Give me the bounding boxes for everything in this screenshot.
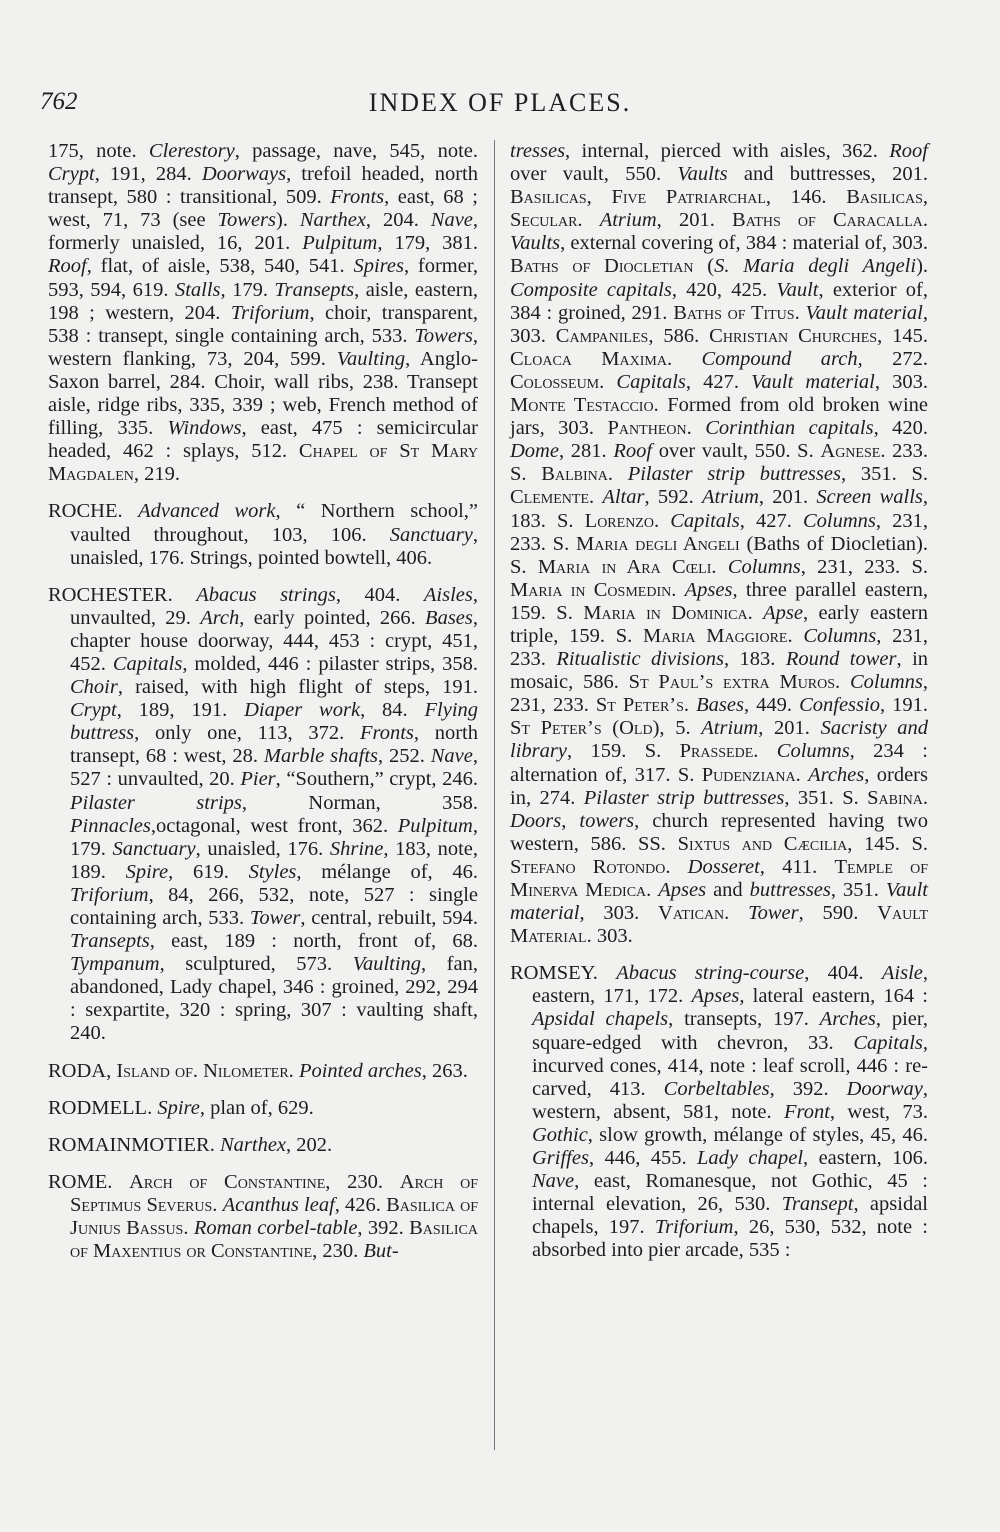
entry-text: , 392. bbox=[357, 1217, 410, 1240]
entry-text: , 303. bbox=[874, 370, 928, 393]
entry-text: ROCHESTER. bbox=[48, 583, 197, 606]
entry-smallcaps: Sabina. bbox=[867, 786, 929, 809]
left-column bbox=[48, 140, 478, 1277]
entry-subject: Fronts bbox=[359, 722, 414, 745]
index-entry-continued bbox=[48, 140, 478, 486]
entry-text: , east, 475 : semicircular headed, 462 : splays, 512. bbox=[48, 417, 478, 463]
entry-subject: Clerestory bbox=[148, 140, 235, 162]
entry-text: , raised, with high flight of steps, 191. bbox=[117, 676, 478, 699]
entry-subject: Roof bbox=[48, 255, 87, 278]
entry-text: , “ Northern school,” vaulted throughout, 103, 106. bbox=[70, 500, 478, 546]
entry-subject: Choir bbox=[70, 676, 118, 699]
entry-text: , 404. bbox=[804, 962, 882, 985]
index-entry-continued bbox=[510, 140, 928, 948]
entry-text: , 231, 233. S. bbox=[800, 555, 928, 578]
entry-text: , 590. bbox=[798, 902, 878, 925]
entry-text: , 351. S. bbox=[784, 786, 868, 809]
entry-smallcaps: Vatican. bbox=[658, 902, 749, 925]
entry-text: ROME. bbox=[48, 1170, 130, 1193]
entry-subject: Capitals bbox=[112, 652, 183, 675]
entry-text: , exterior of, 384 : groined, 291. bbox=[510, 278, 928, 324]
entry-text: , chapter house doorway, 444, 453 : crypt, 451, 452. bbox=[70, 606, 478, 675]
entry-smallcaps: Sixtus and Cæcilia bbox=[677, 832, 848, 855]
entry-text: , 231, 233. bbox=[510, 624, 928, 671]
entry-text: , lateral eastern, 164 : bbox=[739, 985, 929, 1008]
entry-subject: Doors bbox=[510, 809, 562, 832]
entry-text: , 191, 284. bbox=[94, 163, 202, 186]
entry-subject: Vaulting bbox=[352, 953, 422, 976]
entry-text: , 420, 425. bbox=[671, 278, 777, 301]
index-entry bbox=[48, 584, 478, 1046]
entry-smallcaps: Monte Testaccio. bbox=[510, 394, 659, 417]
entry-text: , formerly unaisled, 16, 201. bbox=[48, 209, 479, 255]
index-entry bbox=[510, 962, 928, 1262]
entry-smallcaps: Arch of Septimus Severus. bbox=[70, 1170, 478, 1216]
entry-subject: Aisles bbox=[423, 583, 473, 606]
entry-subject: Nave bbox=[430, 209, 473, 232]
entry-subject: Columns bbox=[803, 624, 877, 647]
entry-smallcaps: Campaniles bbox=[555, 324, 649, 347]
entry-text: , church represented having two western, 586. SS. bbox=[510, 809, 928, 855]
entry-smallcaps: Balbina. bbox=[541, 463, 628, 486]
entry-text: , early pointed, 266. bbox=[239, 606, 426, 629]
entry-subject: Fronts bbox=[330, 186, 385, 209]
entry-text: Formed from old broken wine jars, 303. bbox=[510, 394, 929, 440]
entry-text: , 183. bbox=[723, 648, 786, 671]
entry-subject: Apses bbox=[658, 879, 707, 901]
entry-smallcaps: Temple of Minerva Medica. bbox=[510, 855, 928, 901]
entry-subject: Pier bbox=[240, 768, 276, 791]
entry-text: , 234 : alternation of, 317. S. bbox=[510, 740, 928, 786]
entry-text: , “Southern,” crypt, 246. bbox=[275, 768, 478, 791]
entry-text: , unaisled, 176. bbox=[195, 837, 330, 860]
entry-subject: Pulpitum bbox=[397, 814, 473, 837]
entry-smallcaps: St Peter’s (Old) bbox=[510, 717, 660, 740]
entry-subject: Arches bbox=[819, 1008, 876, 1031]
entry-text: , pier, square-edged with chevron, 33. bbox=[532, 1008, 928, 1054]
entry-text: , 231, 233. bbox=[510, 671, 928, 717]
entry-text: , incurved cones, 414, note : leaf scroll, 446 : re-carved, 413. bbox=[532, 1031, 928, 1100]
entry-text: , early eastern triple, 159. S. bbox=[510, 601, 928, 647]
entry-text: , in mosaic, 586. bbox=[510, 648, 929, 694]
entry-subject: Spire bbox=[157, 1096, 200, 1119]
entry-subject: Capitals bbox=[853, 1031, 923, 1054]
entry-subject: Capitals bbox=[670, 509, 740, 532]
entry-subject: Triforium bbox=[230, 301, 310, 324]
entry-subject: Atrium bbox=[701, 486, 759, 509]
entry-text: , western, absent, 581, note. bbox=[532, 1077, 929, 1123]
entry-text: over vault, 550. S. bbox=[652, 440, 821, 463]
entry-text: , 230. bbox=[312, 1240, 364, 1263]
entry-subject: Crypt bbox=[48, 163, 95, 186]
entry-text: , 427. bbox=[739, 509, 803, 532]
entry-text: ROMAINMOTIER. bbox=[48, 1133, 220, 1156]
entry-subject: Vaults bbox=[677, 163, 728, 186]
entry-smallcaps: Baths of Titus. bbox=[673, 301, 806, 324]
entry-subject: Apse bbox=[763, 601, 803, 624]
entry-subject: Apses bbox=[691, 985, 740, 1008]
entry-text: RODA, bbox=[48, 1059, 117, 1082]
entry-subject: Pointed arches bbox=[298, 1059, 422, 1082]
entry-text: , 5. bbox=[659, 717, 702, 740]
entry-text: , plan of, 629. bbox=[199, 1096, 314, 1119]
entry-text: , Anglo-Saxon barrel, 284. Choir, wall ribs, 238. Transept aisle, ridge ribs, 335, 339 ; web, French method of filling, 335. bbox=[48, 347, 478, 440]
entry-subject: Flying buttress bbox=[70, 699, 479, 745]
entry-text: , 202. bbox=[286, 1133, 333, 1156]
entry-text: , 404. bbox=[335, 583, 424, 606]
entry-subject: Compound arch bbox=[701, 347, 858, 370]
entry-smallcaps: Maria in Dominica. bbox=[583, 601, 764, 624]
entry-subject: Confessio bbox=[799, 694, 880, 717]
entry-text: 175, note. bbox=[48, 140, 149, 162]
entry-text: , 303. bbox=[579, 902, 659, 925]
entry-smallcaps: Prassede. bbox=[679, 740, 777, 763]
entry-subject: Columns bbox=[803, 509, 876, 532]
entry-smallcaps: Lorenzo. bbox=[584, 509, 671, 532]
entry-text: ROMSEY. bbox=[510, 962, 617, 985]
entry-smallcaps: Island of. Nilometer. bbox=[116, 1059, 299, 1082]
entry-text: , 303. bbox=[510, 301, 928, 347]
entry-subject: Tympanum bbox=[70, 953, 160, 976]
entry-smallcaps: Chapel of St Mary Magdalen bbox=[48, 440, 478, 486]
entry-text: RODMELL. bbox=[48, 1096, 158, 1119]
entry-text: , 84. bbox=[360, 699, 425, 722]
entry-text: , unaisled, 176. Strings, pointed bowtell, 406. bbox=[70, 523, 478, 569]
entry-smallcaps: Clemente. bbox=[510, 486, 603, 509]
entry-subject: Apses bbox=[684, 578, 733, 601]
entry-subject: Gothic bbox=[532, 1123, 588, 1146]
entry-subject: Atrium bbox=[701, 717, 759, 740]
entry-text: , fan, abandoned, Lady chapel, 346 : groined, 292, 294 : sexpartite, 320 : spring, 307 : vaulting shaft, 240. bbox=[70, 953, 478, 1045]
entry-subject: Marble shafts bbox=[263, 745, 378, 768]
index-entry bbox=[48, 500, 478, 569]
entry-subject: Narthex bbox=[219, 1133, 287, 1156]
index-entry bbox=[48, 1171, 478, 1263]
entry-text: and buttresses, 201. bbox=[727, 163, 928, 186]
entry-text: , 426. bbox=[334, 1193, 387, 1216]
entry-text: , 231, 233. S. bbox=[510, 509, 929, 555]
entry-smallcaps: St Paul’s extra Muros. bbox=[628, 671, 850, 694]
entry-subject: Dome bbox=[510, 440, 559, 463]
entry-subject: Aisle bbox=[881, 962, 923, 985]
entry-text: , north transept, 68 : west, 28. bbox=[70, 722, 478, 768]
entry-text: , internal, pierced with aisles, 362. bbox=[565, 140, 890, 162]
entry-smallcaps: Cloaca Maxima. bbox=[510, 347, 702, 370]
entry-text: , only one, 113, 372. bbox=[134, 722, 360, 745]
entry-text: , former, 593, 594, 619. bbox=[48, 255, 478, 301]
entry-text: , 420. bbox=[873, 417, 929, 440]
entry-text: , 179. bbox=[220, 278, 275, 301]
entry-smallcaps: Baths of Diocletian bbox=[510, 255, 694, 278]
entry-text: ( bbox=[693, 255, 715, 278]
entry-text: , 263. bbox=[421, 1059, 468, 1082]
entry-text: ). bbox=[276, 209, 300, 232]
entry-subject: buttresses bbox=[749, 879, 831, 901]
entry-subject: Arch bbox=[200, 606, 240, 629]
entry-smallcaps: Maria Maggiore. bbox=[643, 624, 804, 647]
entry-text: . 303. bbox=[586, 925, 633, 948]
entry-smallcaps: Stefano Rotondo. bbox=[510, 855, 688, 878]
entry-text: , 26, 530, 532, note : absorbed into pier arcade, 535 : bbox=[532, 1216, 928, 1262]
entry-smallcaps: Basilica of Maxentius or Constantine bbox=[70, 1217, 479, 1263]
entry-subject: Dosseret bbox=[687, 855, 760, 878]
entry-text: , 281. bbox=[558, 440, 614, 463]
entry-text: , apsidal chapels, 197. bbox=[532, 1193, 928, 1239]
entry-text: , central, rebuilt, 594. bbox=[300, 907, 478, 929]
entry-text: , sculptured, 573. bbox=[159, 953, 353, 976]
entry-smallcaps: Maria degli Angeli bbox=[576, 532, 740, 555]
entry-text: , 201. bbox=[656, 209, 733, 232]
entry-text: , trefoil headed, north transept, 580 : transitional, 509. bbox=[48, 163, 478, 209]
entry-text: , 272. bbox=[857, 347, 928, 370]
entry-subject: Vaults bbox=[510, 232, 561, 255]
entry-subject: Corbeltables bbox=[663, 1077, 770, 1100]
entry-subject: Crypt bbox=[70, 699, 117, 722]
entry-subject: Columns bbox=[776, 740, 850, 763]
entry-smallcaps: St Peter’s. bbox=[595, 694, 697, 717]
entry-subject: Roof bbox=[613, 440, 653, 463]
entry-subject: Nave bbox=[532, 1170, 575, 1193]
entry-text: . 233. S. bbox=[510, 440, 928, 486]
entry-subject: Apsidal chapels bbox=[532, 1008, 669, 1031]
entry-subject: Abacus strings bbox=[196, 583, 336, 606]
entry-text: , 219. bbox=[133, 463, 181, 486]
entry-text: , unvaulted, 29. bbox=[70, 583, 478, 629]
entry-text: , 183. S. bbox=[510, 486, 929, 532]
entry-text: , 201. bbox=[758, 486, 817, 509]
entry-subject: Triforium bbox=[654, 1216, 734, 1239]
entry-text: , mélange of, 46. bbox=[296, 860, 479, 883]
entry-subject: Vaulting bbox=[336, 347, 406, 370]
entry-subject: Triforium bbox=[70, 883, 149, 906]
entry-text: , 619. bbox=[168, 860, 249, 883]
entry-subject: Sanctuary bbox=[112, 837, 196, 860]
right-column bbox=[510, 140, 928, 1277]
entry-subject: Roman corbel-table bbox=[193, 1217, 358, 1240]
entry-text: , 159. S. bbox=[566, 740, 680, 763]
entry-smallcaps: Pudenziana. bbox=[701, 763, 809, 786]
entry-subject: Ritualistic divisions bbox=[556, 648, 724, 671]
entry-subject: Diaper work bbox=[244, 699, 361, 722]
entry-text: , 189, 191. bbox=[116, 699, 245, 722]
entry-smallcaps: Colosseum. bbox=[510, 370, 617, 393]
entry-subject: Vault material bbox=[751, 370, 875, 393]
entry-subject: Vault material bbox=[510, 879, 928, 925]
entry-text: , aisle, eastern, 198 ; western, 204. bbox=[48, 278, 478, 324]
entry-text: , eastern, 106. bbox=[803, 1147, 928, 1170]
index-entry bbox=[48, 1060, 478, 1083]
entry-subject: Transept bbox=[781, 1193, 854, 1216]
entry-subject: Spires bbox=[353, 255, 404, 278]
entry-text: , orders in, 274. bbox=[510, 763, 928, 809]
entry-text: , 592. bbox=[644, 486, 702, 509]
entry-text: , eastern, 171, 172. bbox=[532, 962, 928, 1008]
entry-subject: Narthex bbox=[299, 209, 366, 232]
entry-text: , 204. bbox=[365, 209, 431, 232]
entry-subject: Bases bbox=[425, 606, 473, 629]
entry-subject: Acanthus leaf bbox=[222, 1193, 335, 1216]
entry-text: , flat, of aisle, 538, 540, 541. bbox=[86, 255, 354, 278]
entry-text: , 84, 266, 532, note, 527 : single containing arch, 533. bbox=[70, 883, 478, 929]
entry-text: ,octagonal, west front, 362. bbox=[150, 814, 398, 837]
entry-subject: Composite capitals bbox=[510, 278, 672, 301]
entry-subject: Spire bbox=[125, 860, 169, 883]
entry-text: , 179. bbox=[70, 814, 478, 860]
entry-subject: Vault material bbox=[805, 301, 923, 324]
entry-text: over vault, 550. bbox=[510, 163, 678, 186]
entry-text: , 446, 455. bbox=[588, 1147, 697, 1170]
entry-text: , choir, transparent, 538 : transept, single containing arch, 533. bbox=[48, 301, 478, 347]
entry-smallcaps: Christian Churches bbox=[709, 324, 878, 347]
entry-smallcaps: Basilica of Junius Bassus. bbox=[70, 1193, 478, 1240]
entry-subject: Pinnacles bbox=[70, 814, 151, 837]
entry-text: , transepts, 197. bbox=[668, 1008, 820, 1031]
entry-subject: Towers bbox=[217, 209, 276, 232]
entry-subject: Towers bbox=[414, 324, 473, 347]
entry-subject: Screen walls bbox=[816, 486, 923, 509]
entry-subject: Columns bbox=[727, 555, 801, 578]
entry-subject: Stalls bbox=[174, 278, 221, 301]
entry-text: , 145. bbox=[877, 324, 929, 347]
entry-text: , 183, note, 189. bbox=[70, 837, 479, 883]
entry-subject: Pilaster strip buttresses bbox=[627, 463, 841, 486]
entry-subject: Sanctuary bbox=[389, 523, 473, 546]
entry-text: , 392. bbox=[769, 1077, 847, 1100]
entry-subject: Windows bbox=[167, 417, 242, 440]
entry-subject: S. Maria degli Angeli bbox=[714, 255, 917, 278]
entry-text: (Baths of Diocletian). S. bbox=[510, 532, 928, 578]
entry-text: , 351. S. bbox=[840, 463, 928, 486]
entry-subject: Nave bbox=[430, 745, 473, 768]
entry-subject: Roof bbox=[889, 140, 928, 162]
entry-subject: Capitals bbox=[616, 370, 686, 393]
entry-smallcaps: Baths of Caracalla. bbox=[732, 209, 929, 232]
entry-smallcaps: Maria in Cosmedin. bbox=[510, 578, 685, 601]
entry-smallcaps: Arch of Constantine bbox=[129, 1170, 326, 1193]
entry-subject: Doorway bbox=[846, 1077, 923, 1100]
entry-smallcaps: Pantheon. bbox=[607, 417, 706, 440]
entry-subject: Front bbox=[783, 1100, 830, 1123]
column-rule bbox=[494, 140, 495, 1450]
entry-smallcaps: Vault Material bbox=[510, 902, 929, 948]
entry-text: , Norman, 358. bbox=[241, 791, 478, 814]
entry-subject: Pilaster strips bbox=[70, 791, 242, 814]
entry-text: , 527 : unvaulted, 20. bbox=[70, 745, 478, 791]
entry-subject: Pilaster strip buttresses bbox=[583, 786, 785, 809]
entry-text: , 351. bbox=[830, 879, 886, 901]
entry-text: , bbox=[561, 809, 580, 832]
entry-text: , east, 189 : north, front of, 68. bbox=[149, 930, 478, 953]
entry-text: , three parallel eastern, 159. S. bbox=[510, 578, 928, 624]
entry-subject: Atrium bbox=[599, 209, 657, 232]
entry-smallcaps: Maria in Ara Cœli. bbox=[537, 555, 728, 578]
entry-text: , external covering of, 384 : material of, 303. bbox=[560, 232, 928, 255]
entry-text: , 449. bbox=[743, 694, 800, 717]
entry-subject: Doorways bbox=[201, 163, 287, 186]
entry-text: , 201. bbox=[758, 717, 821, 740]
entry-subject: Sacristy and library bbox=[510, 717, 929, 763]
entry-subject: Advanced work bbox=[138, 500, 276, 523]
entry-subject: Griffes bbox=[532, 1147, 589, 1170]
entry-text: , slow growth, mélange of styles, 45, 46. bbox=[587, 1123, 928, 1146]
entry-subject: Abacus string-course bbox=[616, 962, 805, 985]
entry-subject: Round tower bbox=[785, 648, 897, 671]
entry-subject: Corinthian capitals bbox=[705, 417, 874, 440]
index-entry bbox=[48, 1097, 478, 1120]
entry-text: , 252. bbox=[378, 745, 431, 768]
entry-subject: Bases bbox=[696, 694, 744, 717]
entry-text: , 230. bbox=[325, 1170, 400, 1193]
entry-text: , west, 73. bbox=[829, 1100, 929, 1123]
entry-text: , 179, 381. bbox=[377, 232, 478, 255]
entry-text: ). bbox=[916, 255, 929, 278]
running-head: INDEX OF PLACES. bbox=[368, 88, 632, 117]
entry-subject: Tower bbox=[249, 907, 301, 929]
entry-subject: Lady chapel bbox=[697, 1147, 804, 1170]
entry-subject: Styles bbox=[248, 860, 297, 883]
entry-text: , 146. bbox=[765, 186, 847, 209]
entry-subject: Tower bbox=[748, 902, 799, 925]
index-entry bbox=[48, 1134, 478, 1157]
entry-text: , east, Romanesque, not Gothic, 45 : internal elevation, 26, 530. bbox=[532, 1170, 928, 1216]
entry-subject: Vault bbox=[776, 278, 819, 301]
entry-subject: tresses bbox=[510, 140, 566, 162]
entry-text: , 586. bbox=[648, 324, 710, 347]
entry-text: , 145. S. bbox=[847, 832, 928, 855]
entry-text: , molded, 446 : pilaster strips, 358. bbox=[182, 652, 478, 675]
entry-smallcaps: Basilicas, Secular. bbox=[510, 186, 928, 232]
entry-text: , passage, nave, 545, note. bbox=[234, 140, 478, 162]
entry-text: ROCHE. bbox=[48, 500, 139, 523]
entry-subject: Columns bbox=[849, 671, 923, 694]
entry-text: , 427. bbox=[685, 370, 752, 393]
entry-subject: Altar bbox=[602, 486, 645, 509]
entry-subject: Pulpitum bbox=[302, 232, 378, 255]
entry-text: and bbox=[706, 879, 750, 901]
entry-subject: Transepts bbox=[274, 278, 355, 301]
entry-smallcaps: Basilicas, Five Patriarchal bbox=[510, 186, 766, 209]
entry-subject: Arches bbox=[808, 763, 865, 786]
page-number: 762 bbox=[40, 88, 78, 115]
entry-subject: But- bbox=[363, 1240, 399, 1263]
entry-text: , western flanking, 73, 204, 599. bbox=[48, 324, 478, 370]
entry-text: , 411. bbox=[759, 855, 835, 878]
entry-subject: towers bbox=[579, 809, 635, 832]
entry-text: , east, 68 ; west, 71, 73 (see bbox=[48, 186, 478, 232]
entry-subject: Shrine bbox=[329, 837, 384, 860]
entry-subject: Transepts bbox=[70, 930, 150, 953]
entry-text: , 191. bbox=[879, 694, 929, 717]
entry-smallcaps: Agnese bbox=[820, 440, 881, 463]
